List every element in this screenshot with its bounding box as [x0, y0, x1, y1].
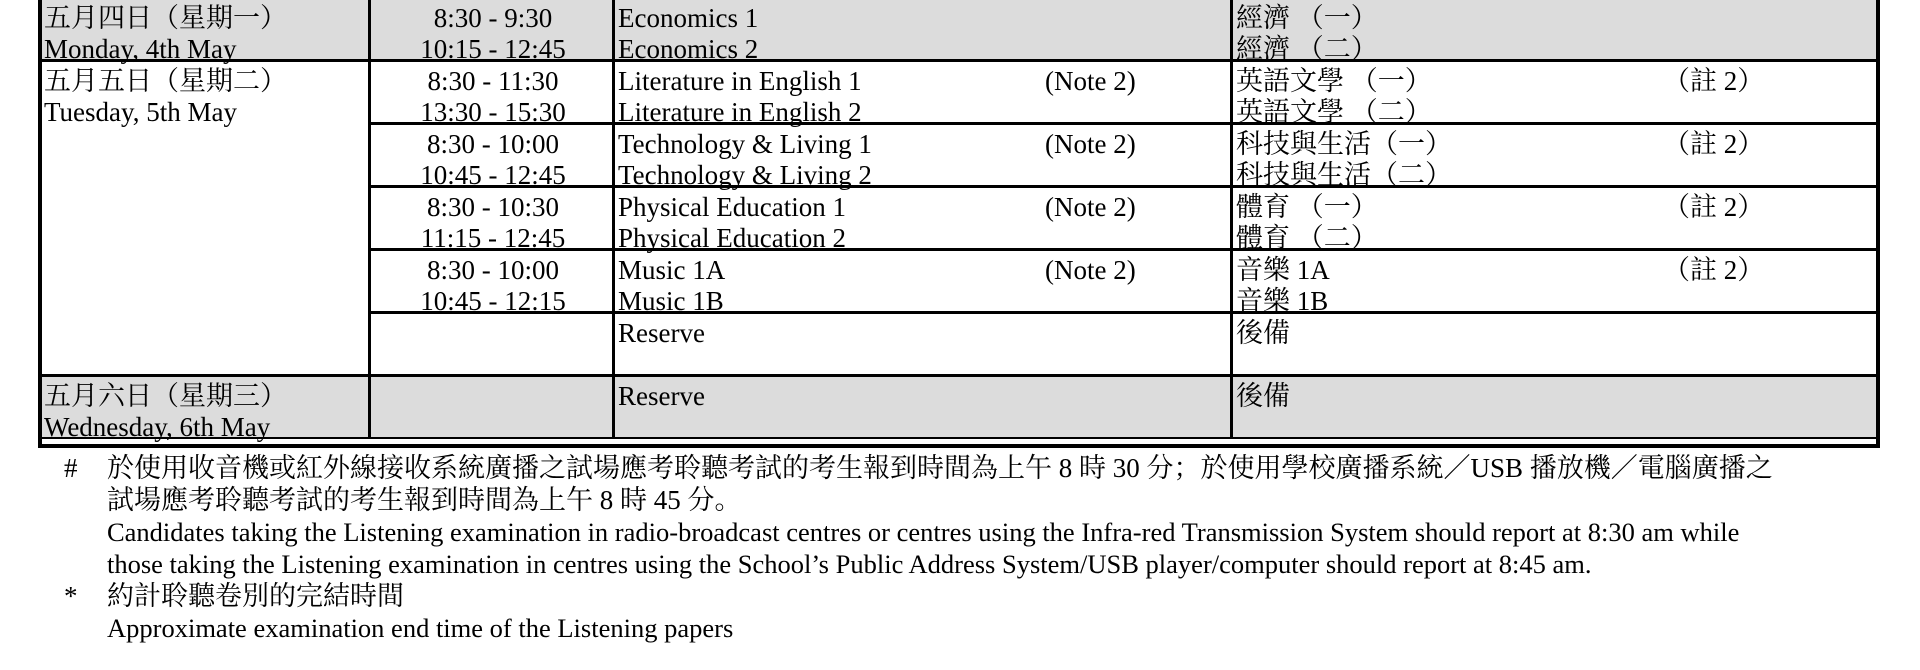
- note-en: (Note 2): [1045, 192, 1136, 222]
- date-zh: 五月四日（星期一）: [44, 3, 287, 33]
- time-start-2: 11:15 - 12:45: [420, 223, 566, 253]
- subject-en-paper-1: Technology & Living 1: [618, 129, 872, 159]
- time-start-1: 8:30 - 11:30: [427, 66, 559, 96]
- subject-zh-paper-1: 科技與生活（一）: [1236, 129, 1452, 159]
- footnote-1-en-line-1: Candidates taking the Listening examination in radio-broadcast centres or centres using the Infra-red Transmission System should report at 8:30 am while: [107, 517, 1740, 547]
- time-start-2: 13:30 - 15:30: [420, 97, 566, 127]
- time-cell: [369, 60, 614, 127]
- date-en: Tuesday, 5th May: [44, 97, 238, 127]
- date-cell: [39, 375, 370, 442]
- time-start-2: 10:15 - 12:45: [420, 34, 566, 64]
- subject-en-cell: [613, 375, 1232, 439]
- date-en: Monday, 4th May: [44, 34, 237, 64]
- time-cell: [369, 312, 614, 376]
- subject-en-paper-2: Literature in English 2: [618, 97, 862, 127]
- subject-en-paper-1: Physical Education 1: [618, 192, 846, 222]
- subject-en-paper-1: Reserve: [618, 318, 705, 348]
- subject-en-paper-1: Reserve: [618, 381, 705, 411]
- date-zh: 五月五日（星期二）: [44, 66, 287, 96]
- subject-zh-paper-2: 音樂 1B: [1236, 286, 1329, 316]
- subject-zh-cell: [1231, 123, 1880, 190]
- footnote-1-zh-line-2: 試場應考聆聽考試的考生報到時間為上午 8 時 45 分。: [107, 485, 742, 515]
- subject-en-paper-2: Music 1B: [618, 286, 724, 316]
- time-cell: [369, 186, 614, 253]
- time-cell: [369, 123, 614, 190]
- subject-en-paper-2: Technology & Living 2: [618, 160, 872, 190]
- subject-en-cell: [613, 249, 1232, 316]
- subject-en-cell: [613, 312, 1232, 376]
- subject-zh-cell: [1231, 375, 1880, 439]
- subject-en-cell: [613, 186, 1232, 253]
- note-zh: （註 2）: [1663, 192, 1765, 222]
- subject-en-paper-1: Music 1A: [618, 255, 726, 285]
- subject-zh-paper-1: 後備: [1236, 381, 1290, 411]
- subject-zh-cell: [1231, 249, 1880, 316]
- subject-zh-paper-2: 經濟 （二）: [1236, 34, 1378, 64]
- time-start-2: 10:45 - 12:45: [420, 160, 566, 190]
- subject-zh-paper-2: 體育 （二）: [1236, 223, 1378, 253]
- subject-en-cell: [613, 0, 1232, 64]
- subject-zh-paper-1: 英語文學 （一）: [1236, 66, 1432, 96]
- date-cell: [39, 60, 370, 376]
- subject-zh-paper-2: 科技與生活（二）: [1236, 160, 1452, 190]
- subject-zh-paper-1: 體育 （一）: [1236, 192, 1378, 222]
- subject-zh-cell: [1231, 0, 1880, 64]
- footnote-2-en-line-1: Approximate examination end time of the Listening papers: [107, 613, 734, 643]
- subject-en-cell: [613, 60, 1232, 127]
- date-en: Wednesday, 6th May: [44, 412, 271, 442]
- time-cell: [369, 375, 614, 439]
- time-start-1: 8:30 - 10:30: [427, 192, 559, 222]
- note-zh: （註 2）: [1663, 129, 1765, 159]
- exam-schedule-table: [40, 0, 1880, 446]
- date-zh: 五月六日（星期三）: [44, 381, 287, 411]
- subject-en-paper-2: Physical Education 2: [618, 223, 846, 253]
- note-zh: （註 2）: [1663, 255, 1765, 285]
- note-en: (Note 2): [1045, 255, 1136, 285]
- subject-en-paper-1: Literature in English 1: [618, 66, 862, 96]
- footnote-2-zh-line-1: 約計聆聽卷別的完結時間: [107, 581, 404, 611]
- subject-zh-paper-1: 經濟 （一）: [1236, 3, 1378, 33]
- footnote-1-zh-line-1: 於使用收音機或紅外線接收系統廣播之試場應考聆聽考試的考生報到時間為上午 8 時 30 分；於使用學校廣播系統／USB 播放機／電腦廣播之: [107, 453, 1773, 483]
- subject-zh-cell: [1231, 312, 1880, 376]
- note-en: (Note 2): [1045, 66, 1136, 96]
- note-en: (Note 2): [1045, 129, 1136, 159]
- footnote-1-en-line-2: those taking the Listening examination in centres using the School’s Public Address System/USB player/computer should report at 8:45 am.: [107, 549, 1592, 579]
- subject-zh-paper-1: 後備: [1236, 318, 1290, 348]
- time-cell: [369, 0, 614, 64]
- time-start-2: 10:45 - 12:15: [420, 286, 566, 316]
- note-zh: （註 2）: [1663, 66, 1765, 96]
- subject-en-cell: [613, 123, 1232, 190]
- time-start-1: 8:30 - 9:30: [433, 3, 553, 33]
- subject-zh-paper-2: 英語文學 （二）: [1236, 97, 1432, 127]
- subject-zh-cell: [1231, 186, 1880, 253]
- subject-en-paper-2: Economics 2: [618, 34, 759, 64]
- subject-en-paper-1: Economics 1: [618, 3, 759, 33]
- subject-zh-paper-1: 音樂 1A: [1236, 255, 1330, 285]
- time-start-1: 8:30 - 10:00: [427, 129, 559, 159]
- time-cell: [369, 249, 614, 316]
- subject-zh-cell: [1231, 60, 1880, 127]
- date-cell: [39, 0, 370, 64]
- footnote-symbol-star: *: [64, 581, 78, 611]
- footnote-symbol-hash: #: [64, 453, 78, 483]
- time-start-1: 8:30 - 10:00: [427, 255, 559, 285]
